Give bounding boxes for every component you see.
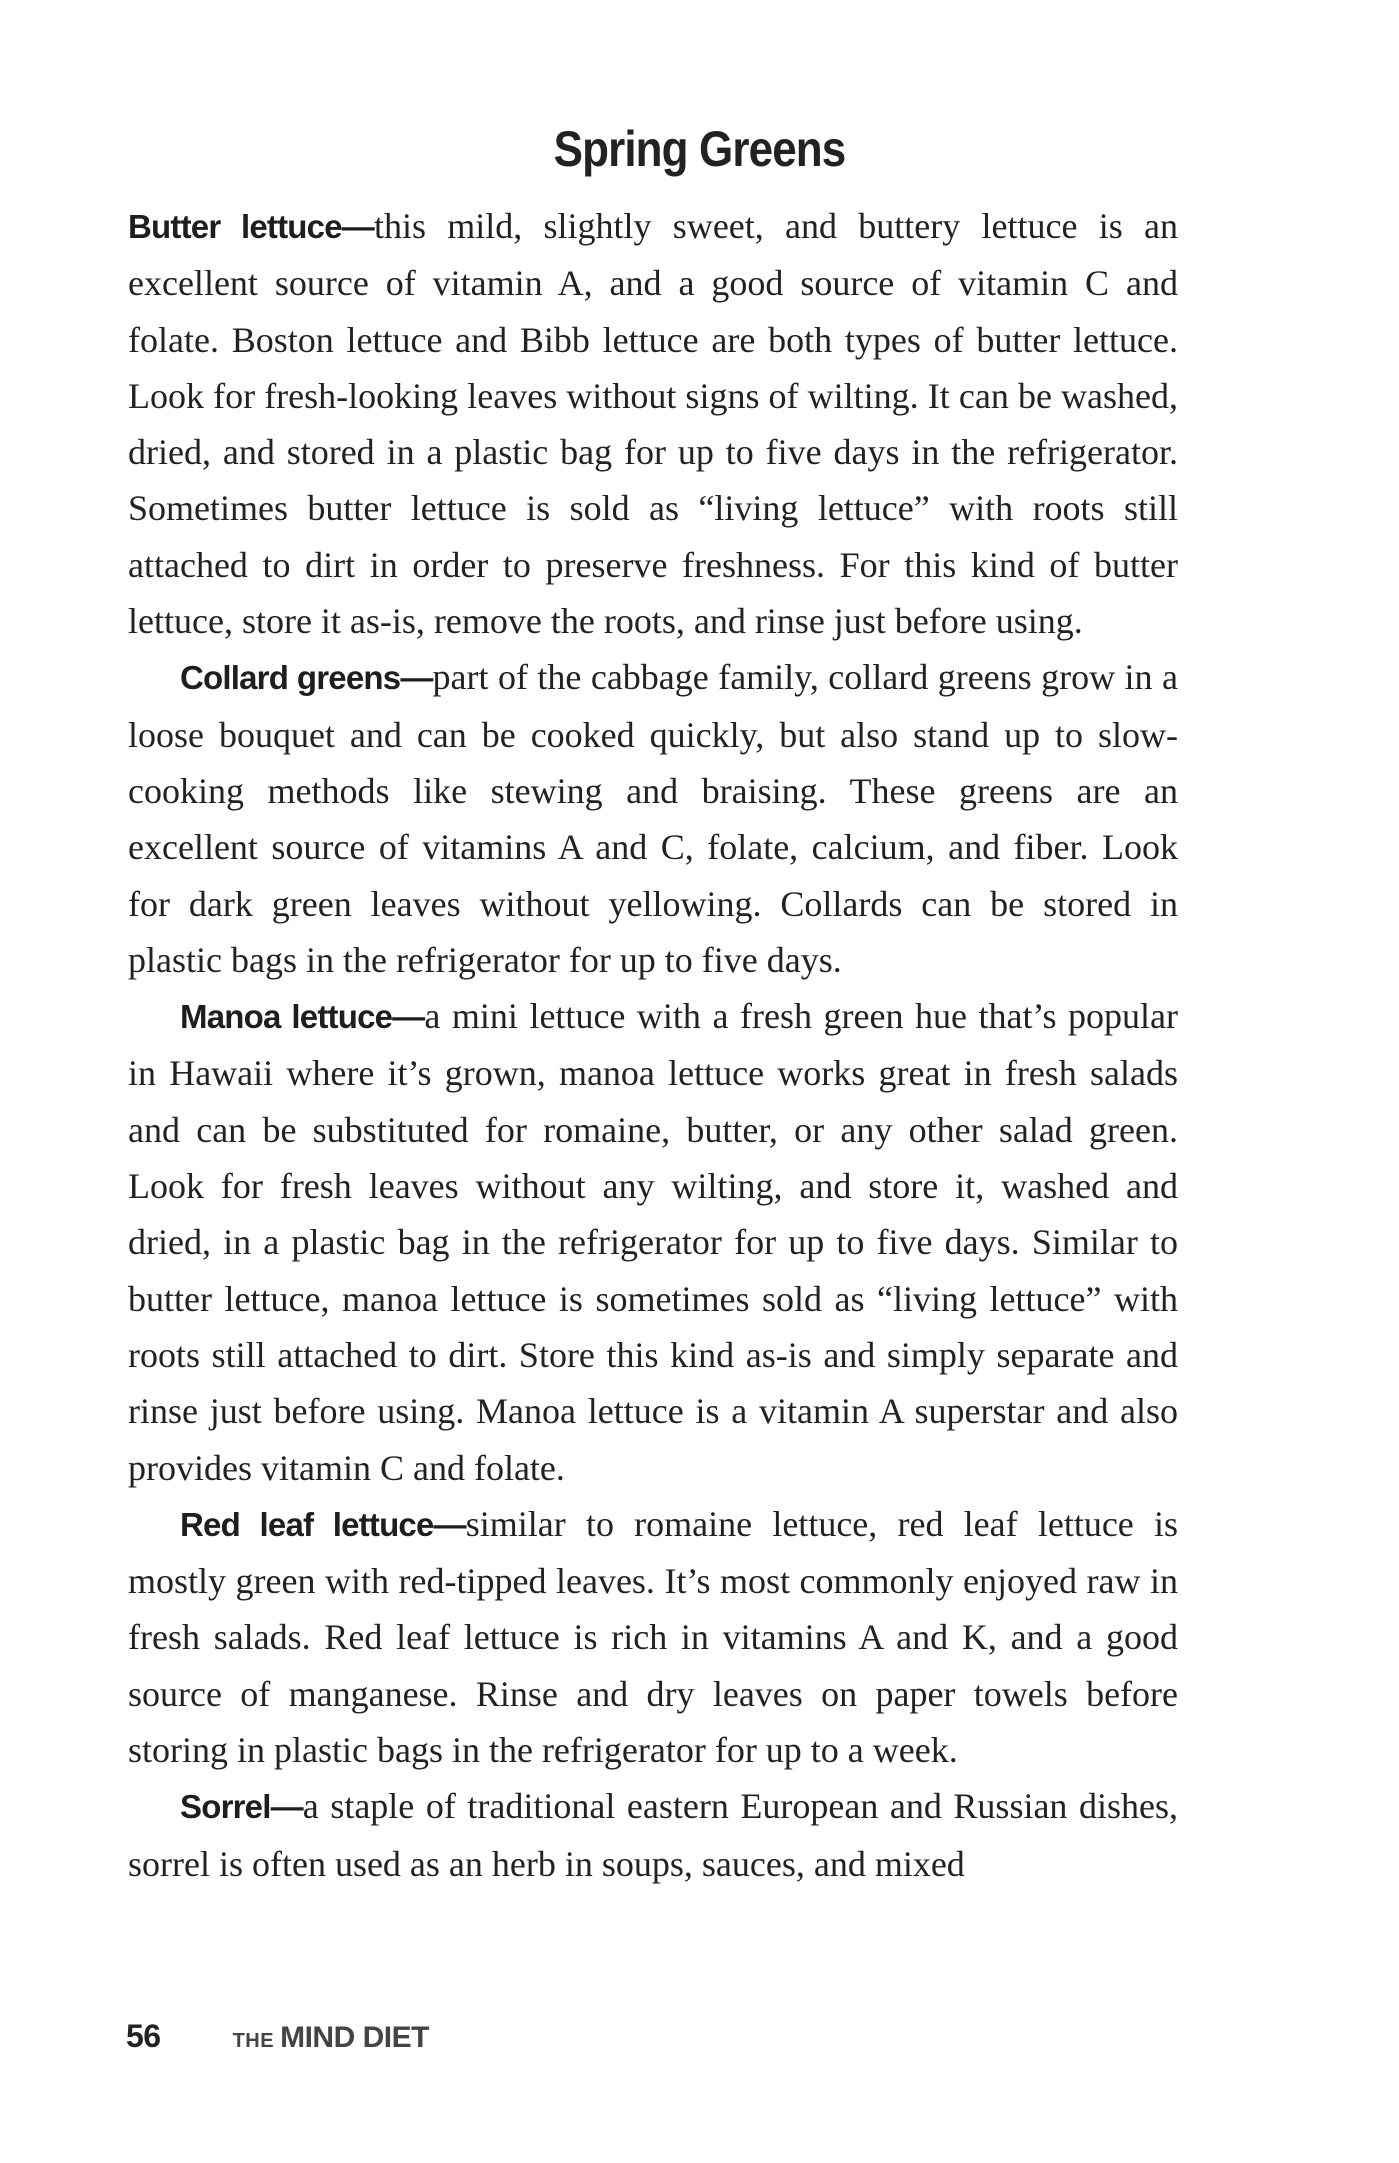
running-head-title: MIND DIET <box>280 2021 429 2054</box>
entry-text: part of the cabbage family, collard greens grow in a loose bouquet and can be cooked quickly, but also stand up to slow-cooking methods like stewing and braising. These greens are an excellent source of vitamins A and C, folate, calcium, and fiber. Look for dark green leaves without yellowing. Collards can be stored in plastic bags in the refrigerator for up to five days. <box>128 657 1178 980</box>
entry-term: Collard greens— <box>180 659 433 697</box>
entry-sorrel <box>128 1778 1178 1892</box>
entry-text: this mild, slightly sweet, and buttery lettuce is an excellent source of vitamin A, and a good source of vitamin C and folate. Boston lettuce and Bibb lettuce are both types of butter lettuce. Look for fresh-looking leaves without signs of wilting. It can be washed, dried, and stored in a plastic bag for up to five days in the refrigerator. Sometimes butter lettuce is sold as “living lettuce” with roots still attached to dirt in order to preserve freshness. For this kind of butter lettuce, store it as-is, remove the roots, and rinse just before using. <box>128 206 1178 642</box>
running-head-article: THE <box>232 2030 275 2052</box>
body-text <box>128 198 1178 1892</box>
entry-text: similar to romaine lettuce, red leaf lettuce is mostly green with red-tipped leaves. It’s most commonly enjoyed raw in fresh salads. Red leaf lettuce is rich in vitamins A and K, and a good source of manganese. Rinse and dry leaves on paper towels before storing in plastic bags in the refrigerator for up to a week. <box>128 1503 1179 1771</box>
entry-text: a mini lettuce with a fresh green hue that’s popular in Hawaii where it’s grown, manoa lettuce works great in fresh salads and can be substituted for romaine, butter, or any other salad green. Look for fresh leaves without any wilting, and store it, washed and dried, in a plastic bag in the refrigerator for up to five days. Similar to butter lettuce, manoa lettuce is sometimes sold as “living lettuce” with roots still attached to dirt. Store this kind as-is and simply separate and rinse just before using. Manoa lettuce is a vitamin A superstar and also provides vitamin C and folate. <box>128 996 1178 1488</box>
entry-term: Sorrel— <box>180 1788 303 1826</box>
entry-term: Butter lettuce— <box>128 208 374 245</box>
page-title: Spring Greens <box>553 121 846 177</box>
page-number: 56 <box>126 2018 161 2054</box>
entry-red-leaf-lettuce <box>128 1496 1178 1778</box>
entry-manoa-lettuce <box>128 988 1178 1496</box>
entry-text: a staple of traditional eastern European and Russian dishes, sorrel is often used as an herb in soups, sauces, and mixed <box>128 1786 1178 1884</box>
running-head <box>233 2021 429 2055</box>
entry-term: Manoa lettuce— <box>180 998 425 1036</box>
page-footer <box>126 2018 429 2058</box>
entry-collard-greens <box>128 649 1178 988</box>
entry-term: Red leaf lettuce— <box>180 1505 466 1543</box>
entry-butter-lettuce <box>128 198 1178 649</box>
